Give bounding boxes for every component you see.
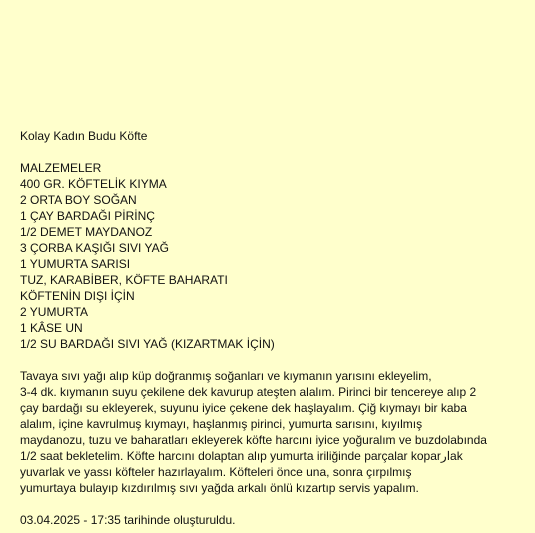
- recipe-title: Kolay Kadın Budu Köfte: [20, 129, 148, 143]
- instructions-line: Tavaya sıvı yağı alıp küp doğranmış soğanları ve kıymanın yarısını ekleyelim,: [20, 369, 432, 383]
- instructions-line: yumurtaya bulayıp kızdırılmış sıvı yağda arkalı önlü kızartıp servis yapalım.: [20, 481, 419, 495]
- ingredient-item: 2 ORTA BOY SOĞAN: [20, 193, 137, 207]
- ingredient-item: 3 ÇORBA KAŞIĞI SIVI YAĞ: [20, 241, 169, 255]
- recipe-document: [20, 128, 525, 528]
- ingredient-item: 1 ÇAY BARDAĞI PİRİNÇ: [20, 209, 155, 223]
- instructions-line: maydanozu, tuzu ve baharatları ekleyerek köfte harcını iyice yoğuralım ve buzdolabında: [20, 433, 487, 447]
- ingredient-item: 1 YUMURTA SARISI: [20, 257, 131, 271]
- ingredients-heading: MALZEMELER: [20, 161, 102, 175]
- ingredient-item: 1/2 SU BARDAĞI SIVI YAĞ (KIZARTMAK İÇİN): [20, 337, 275, 351]
- ingredient-item: 2 YUMURTA: [20, 305, 89, 319]
- instructions-line: yuvarlak ve yassı köfteler hazırlayalım. Köfteleri önce una, sonra çırpılmış: [20, 465, 412, 479]
- instructions-line: 1/2 saat bekletelim. Köfte harcını dolaptan alıp yumurta iriliğinde parçalar koparارak: [20, 449, 463, 463]
- ingredient-item: KÖFTENİN DIŞI İÇİN: [20, 289, 135, 303]
- ingredient-item: 1/2 DEMET MAYDANOZ: [20, 225, 153, 239]
- ingredient-item: 400 GR. KÖFTELİK KIYMA: [20, 177, 167, 191]
- instructions-line: alalım, içine kavrulmuş kıymayı, haşlanmış pirinci, yumurta sarısını, kıyılmış: [20, 417, 423, 431]
- instructions-paragraph: [20, 368, 525, 496]
- instructions-line: 3-4 dk. kıymanın suyu çekilene dek kavurup ateşten alalım. Pirinci bir tencereye alıp 2: [20, 385, 477, 399]
- instructions-line: çay bardağı su ekleyerek, suyunu iyice çekene dek haşlayalım. Çiğ kıymayı bir kaba: [20, 401, 467, 415]
- ingredient-item: TUZ, KARABİBER, KÖFTE BAHARATI: [20, 273, 228, 287]
- ingredient-list: [20, 176, 525, 352]
- created-timestamp: 03.04.2025 - 17:35 tarihinde oluşturuldu.: [20, 513, 236, 527]
- ingredient-item: 1 KÂSE UN: [20, 321, 83, 335]
